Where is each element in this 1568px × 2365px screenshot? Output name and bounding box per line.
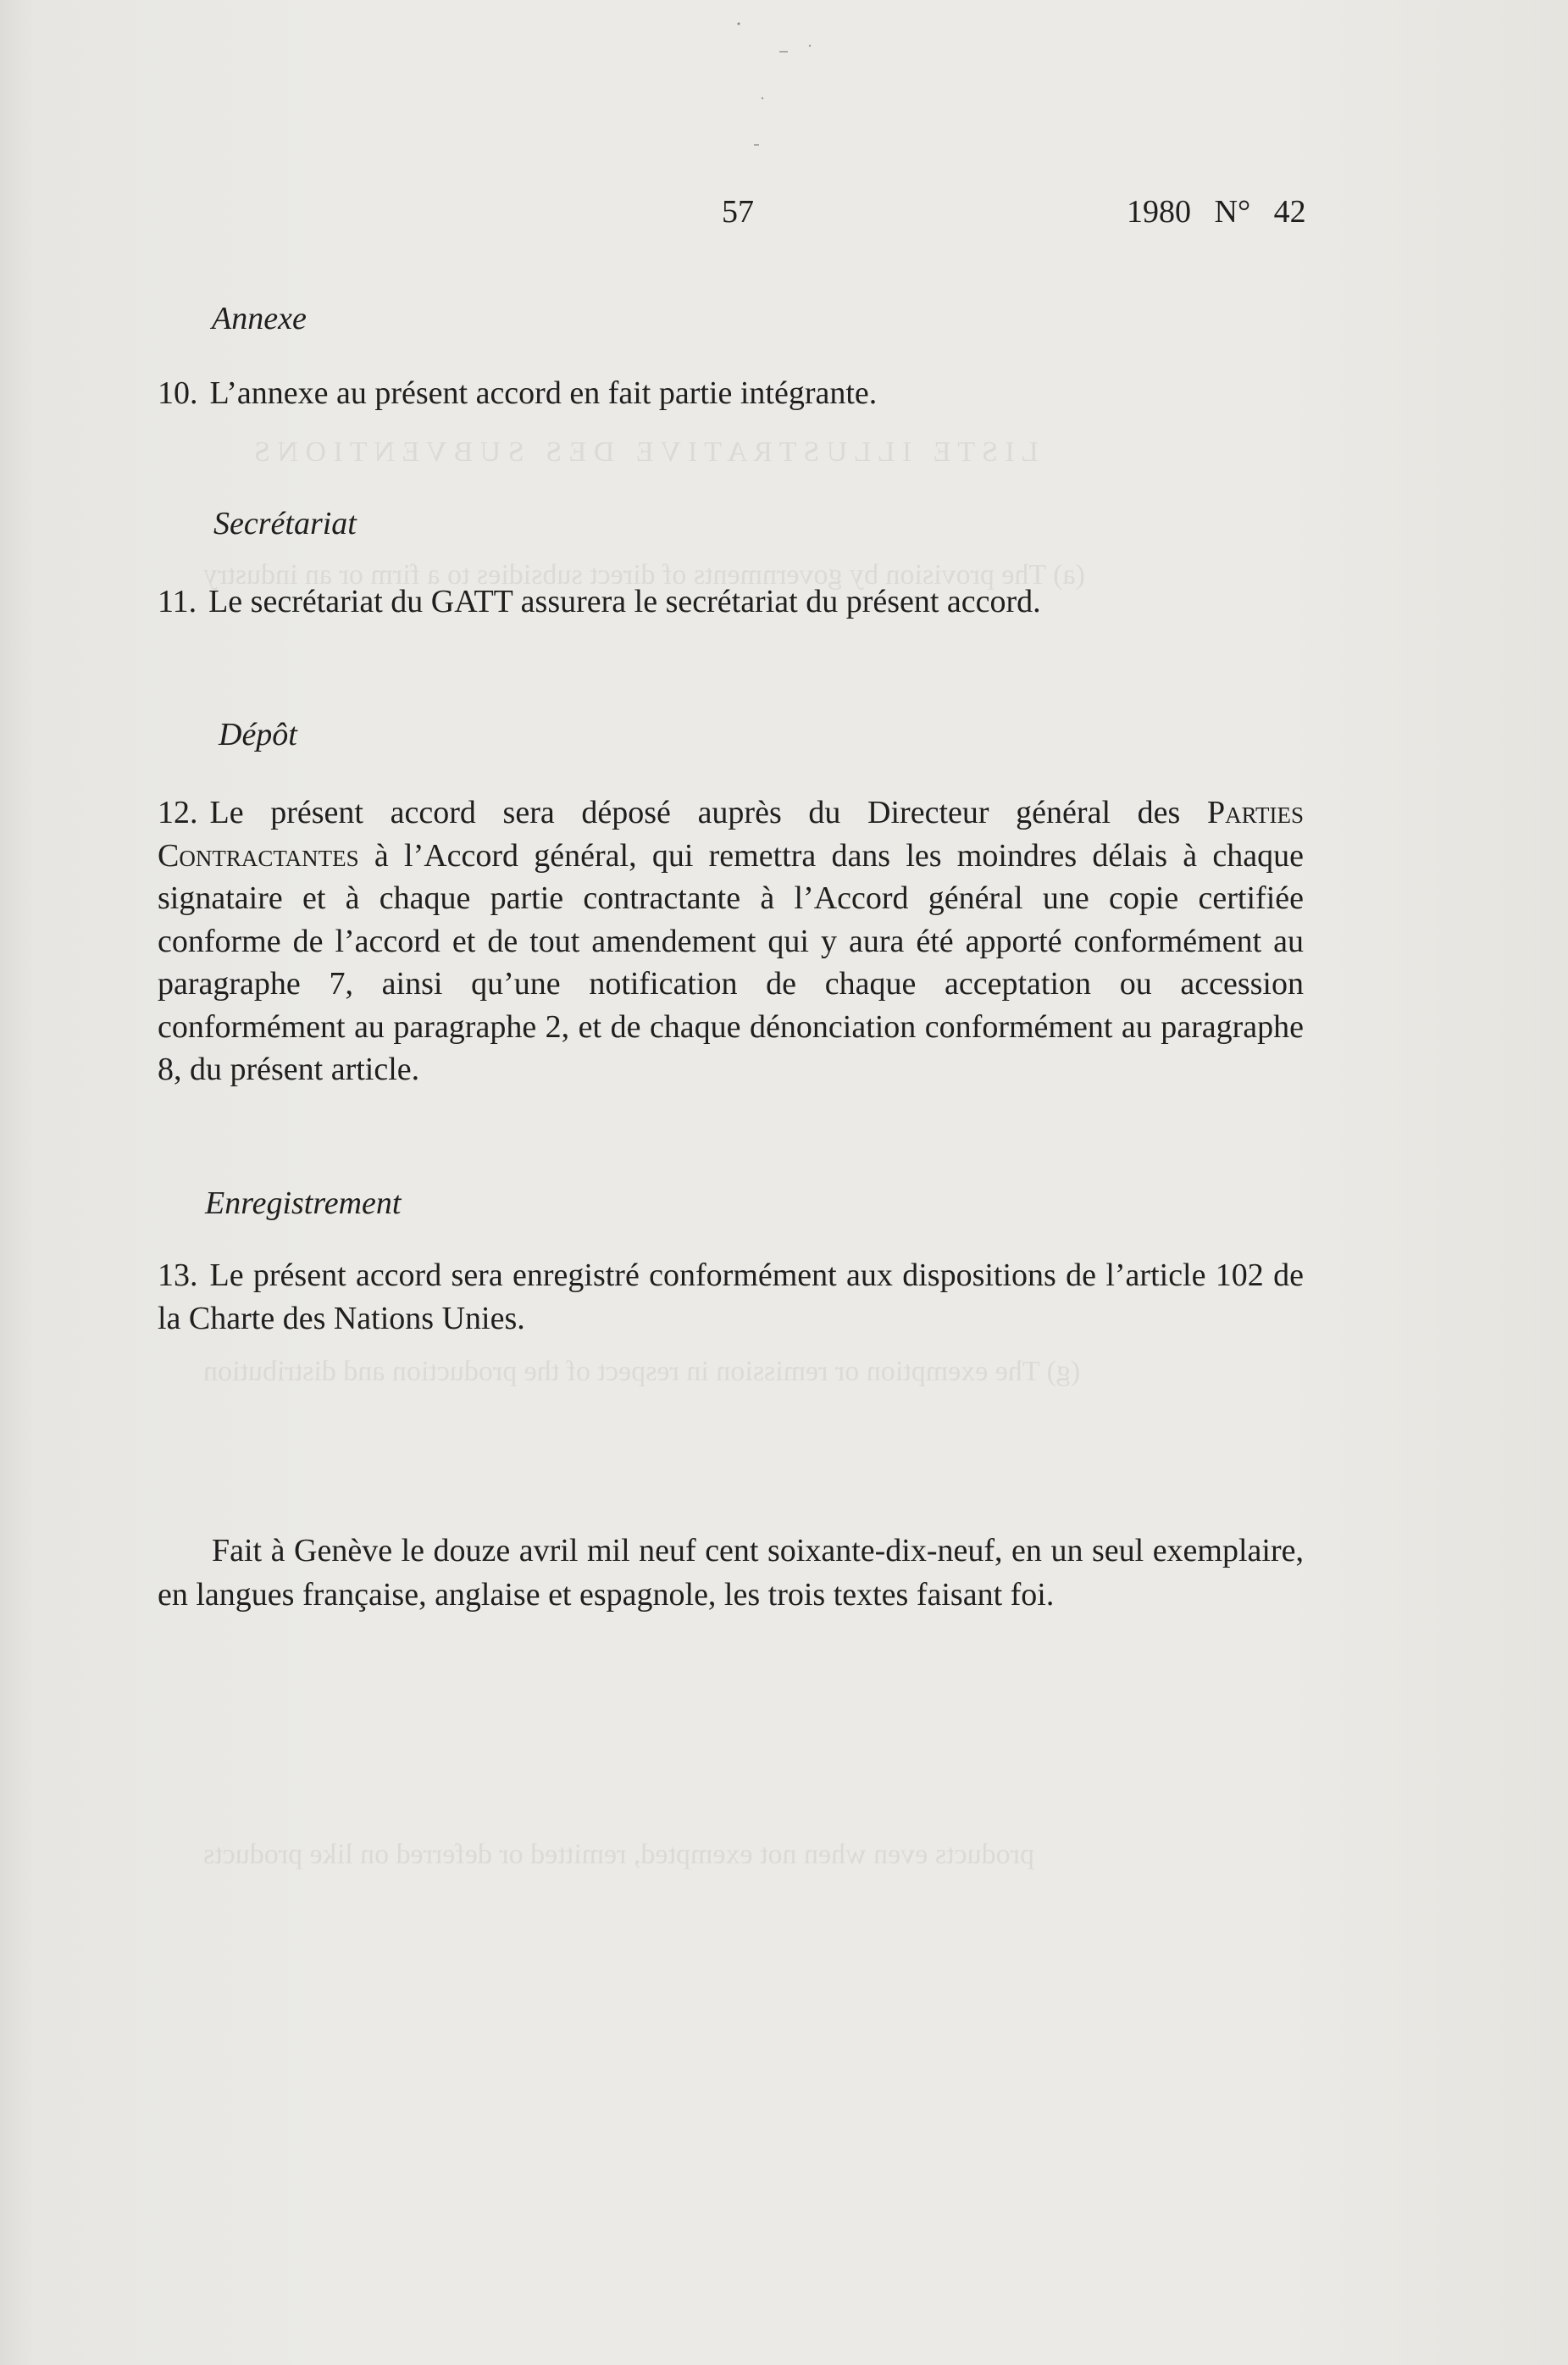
article-text: Le présent accord sera enregistré conformément aux dispositions de l’article 102 de la Charte des Nations Unies. (158, 1257, 1304, 1336)
article-paragraph (158, 1254, 1304, 1340)
section-heading: Enregistrement (205, 1185, 402, 1221)
article-text: Le présent accord sera déposé auprès du Directeur général des (209, 795, 1181, 830)
section-heading: Secrétariat (213, 506, 357, 541)
article-paragraph (158, 372, 1304, 415)
bleed-through-text: products even when not exempted, remitted or deferred on like products (203, 1839, 1034, 1870)
year-number: 1980 N° 42 (1127, 194, 1306, 230)
article-paragraph (158, 580, 1304, 624)
paper-specks (729, 17, 864, 153)
article-text: L’annexe au présent accord en fait partie intégrante. (209, 375, 878, 411)
page-header (0, 193, 1568, 244)
article-number: 13. (158, 1257, 198, 1293)
section-heading: Dépôt (219, 717, 297, 752)
article-number: 12. (158, 795, 198, 830)
article-text: Le secrétariat du GATT assurera le secrétariat du présent accord. (208, 584, 1041, 619)
bleed-through-text: (g) The exemption or remission in respect of the production and distribution (203, 1356, 1081, 1387)
bleed-through-text: (a) The provision by governments of direct subsidies to a firm or an industry (203, 559, 1085, 591)
article-number: 10. (158, 375, 198, 411)
article-number: 11. (158, 584, 197, 619)
article-paragraph (158, 791, 1304, 1091)
page-number: 57 (722, 194, 754, 230)
bleed-through-text: L I S T E I L L U S T R A T I V E D E S S U B V E N T I O N S (254, 436, 1039, 468)
parties-contractantes: Parties Contractantes (158, 795, 1304, 874)
closing-paragraph: Fait à Genève le douze avril mil neuf cent soixante-dix-neuf, en un seul exemplaire, en langues française, anglaise et espagnole, les trois textes faisant foi. (158, 1533, 1304, 1613)
article-text-continued: à l’Accord général, qui remettra dans les moindres délais à chaque signataire et à chaque partie contractante à l’Accord général une copie certifiée conforme de l’accord et de tout amendement qui y aura été apporté conformément au paragraphe 7, ainsi qu’une notification de chaque acceptation ou accession conformément au paragraphe 2, et de chaque dénonciation conformément au paragraphe 8, du présent article. (158, 837, 1304, 1087)
section-heading: Annexe (212, 301, 307, 336)
